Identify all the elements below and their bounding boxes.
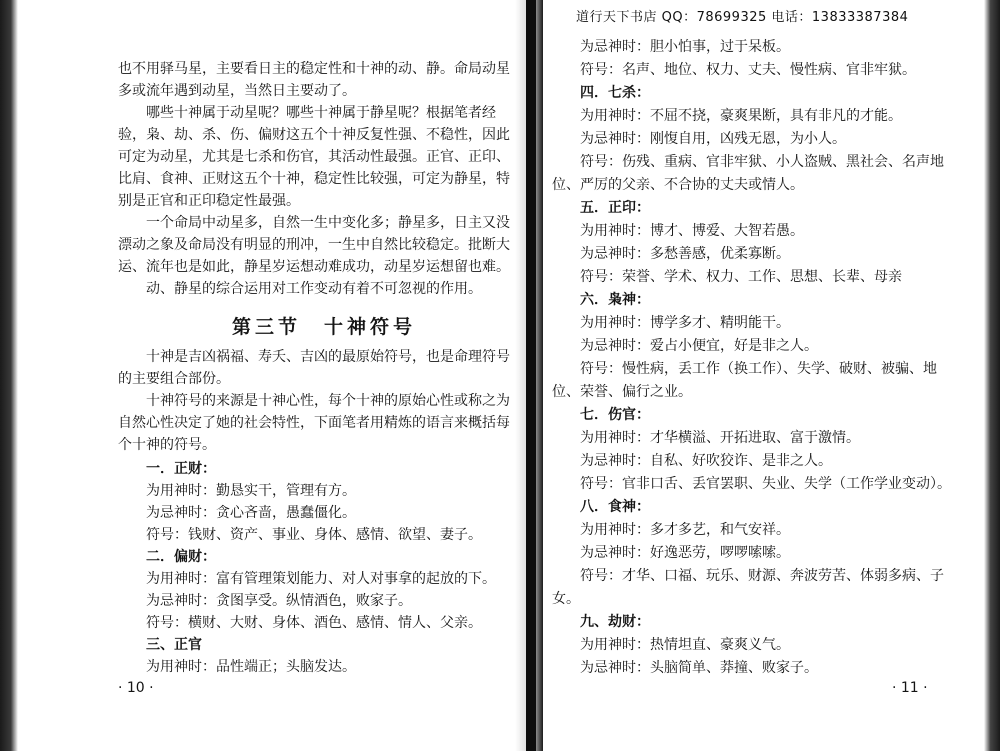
page-number: · 10 · [118, 680, 154, 696]
right-line: 为用神时：博学多才、精明能干。 [580, 315, 790, 331]
intro-line: 自然心性决定了她的社会特性，下面笔者用精炼的语言来概括每 [118, 415, 510, 431]
left-line: 多或流年遇到动星，当然日主要动了。 [118, 83, 356, 99]
entry-heading-qisha: 四．七杀： [580, 85, 650, 101]
left-line: 哪些十神属于动星呢？哪些十神属于静星呢？根据笔者经 [146, 105, 496, 121]
left-line: 可定为动星，尤其是七杀和伤官，其活动性最强。正官、正印、 [118, 149, 510, 165]
left-line: 漂动之象及命局没有明显的刑冲，一生中自然比较稳定。批断大 [118, 237, 510, 253]
right-line: 为忌神时：爱占小便宜，好是非之人。 [580, 338, 818, 354]
right-line: 符号：官非口舌、丢官罢职、失业、失学（工作学业变动）。 [580, 476, 951, 492]
intro-line: 的主要组合部份。 [118, 371, 230, 387]
right-line: 为用神时：多才多艺，和气安祥。 [580, 522, 790, 538]
entry-line: 为忌神时：贪图享受。纵情酒色，败家子。 [146, 593, 412, 609]
right-line: 符号：荣誉、学术、权力、工作、思想、长辈、母亲 [580, 269, 902, 285]
entry-heading-shishen: 八．食神： [580, 499, 650, 515]
right-line: 为用神时：不屈不挠，豪爽果断，具有非凡的才能。 [580, 108, 902, 124]
entry-heading-xiaoshen: 六．枭神： [580, 292, 650, 308]
entry-heading-piancai: 二．偏财： [146, 549, 216, 565]
intro-line: 十神是吉凶祸福、寿夭、吉凶的最原始符号，也是命理符号 [146, 349, 510, 365]
intro-line: 十神符号的来源是十神心性，每个十神的原始心性或称之为 [146, 393, 510, 409]
page-number: · 11 · [892, 680, 928, 696]
right-line: 符号：才华、口福、玩乐、财源、奔波劳苦、体弱多病、子 [580, 568, 944, 584]
entry-heading-zhengguan: 三、正官 [146, 637, 202, 653]
right-line: 符号：慢性病，丢工作（换工作）、失学、破财、被骗、地 [580, 361, 937, 377]
entry-heading-jiecai: 九、劫财： [580, 614, 650, 630]
right-line: 为用神时：才华横溢、开拓进取、富于激情。 [580, 430, 860, 446]
right-line: 为忌神时：头脑简单、莽撞、败家子。 [580, 660, 818, 676]
store-header: 道行天下书店 QQ：78699325 电话：13833387384 [576, 10, 909, 25]
right-line: 为用神时：热情坦直、豪爽义气。 [580, 637, 790, 653]
entry-heading-shangguan: 七．伤官： [580, 407, 650, 423]
right-page [540, 0, 1000, 751]
entry-line: 符号：钱财、资产、事业、身体、感情、欲望、妻子。 [146, 527, 482, 543]
left-line: 别是正官和正印稳定性最强。 [118, 193, 300, 209]
right-line: 位、严厉的父亲、不合协的丈夫或情人。 [552, 177, 804, 193]
section-title: 第三节 十神符号 [232, 316, 417, 338]
left-line: 一个命局中动星多，自然一生中变化多；静星多，日主又没 [146, 215, 510, 231]
right-line: 为忌神时：自私、好吹狡诈、是非之人。 [580, 453, 832, 469]
entry-line: 为用神时：勤恳实干，管理有方。 [146, 483, 356, 499]
right-line: 为忌神时：刚愎自用，凶残无恩，为小人。 [580, 131, 846, 147]
left-line: 验，枭、劫、杀、伤、偏财这五个十神反复性强、不稳性，因此 [118, 127, 510, 143]
entry-line: 为忌神时：贪心吝啬，愚蠢僵化。 [146, 505, 356, 521]
right-line: 为用神时：博才、博爱、大智若愚。 [580, 223, 804, 239]
right-line: 位、荣誉、偏行之业。 [552, 384, 692, 400]
right-line: 为忌神时：胆小怕事，过于呆板。 [580, 39, 790, 55]
right-line: 为忌神时：好逸恶劳，啰啰嗦嗦。 [580, 545, 790, 561]
entry-heading-zhengyin: 五．正印： [580, 200, 650, 216]
intro-line: 个十神的符号。 [118, 437, 216, 453]
right-line: 女。 [552, 591, 580, 607]
left-line: 也不用驿马星，主要看日主的稳定性和十神的动、静。命局动星 [118, 61, 510, 77]
left-line: 运、流年也是如此，静星岁运想动难成功，动星岁运想留也难。 [118, 259, 510, 275]
entry-line: 符号：横财、大财、身体、酒色、感情、情人、父亲。 [146, 615, 482, 631]
entry-heading-zhengcai: 一．正财： [146, 461, 216, 477]
right-line: 符号：名声、地位、权力、丈夫、慢性病、官非牢狱。 [580, 62, 916, 78]
right-line: 为忌神时：多愁善感，优柔寡断。 [580, 246, 790, 262]
left-line: 动、静星的综合运用对工作变动有着不可忽视的作用。 [146, 281, 482, 297]
entry-line: 为用神时：品性端正；头脑发达。 [146, 659, 356, 675]
right-line: 符号：伤残、重病、官非牢狱、小人盗贼、黑社会、名声地 [580, 154, 944, 170]
left-line: 比肩、食神、正财这五个十神，稳定性比较强，可定为静星，特 [118, 171, 510, 187]
entry-line: 为用神时：富有管理策划能力、对人对事拿的起放的下。 [146, 571, 496, 587]
